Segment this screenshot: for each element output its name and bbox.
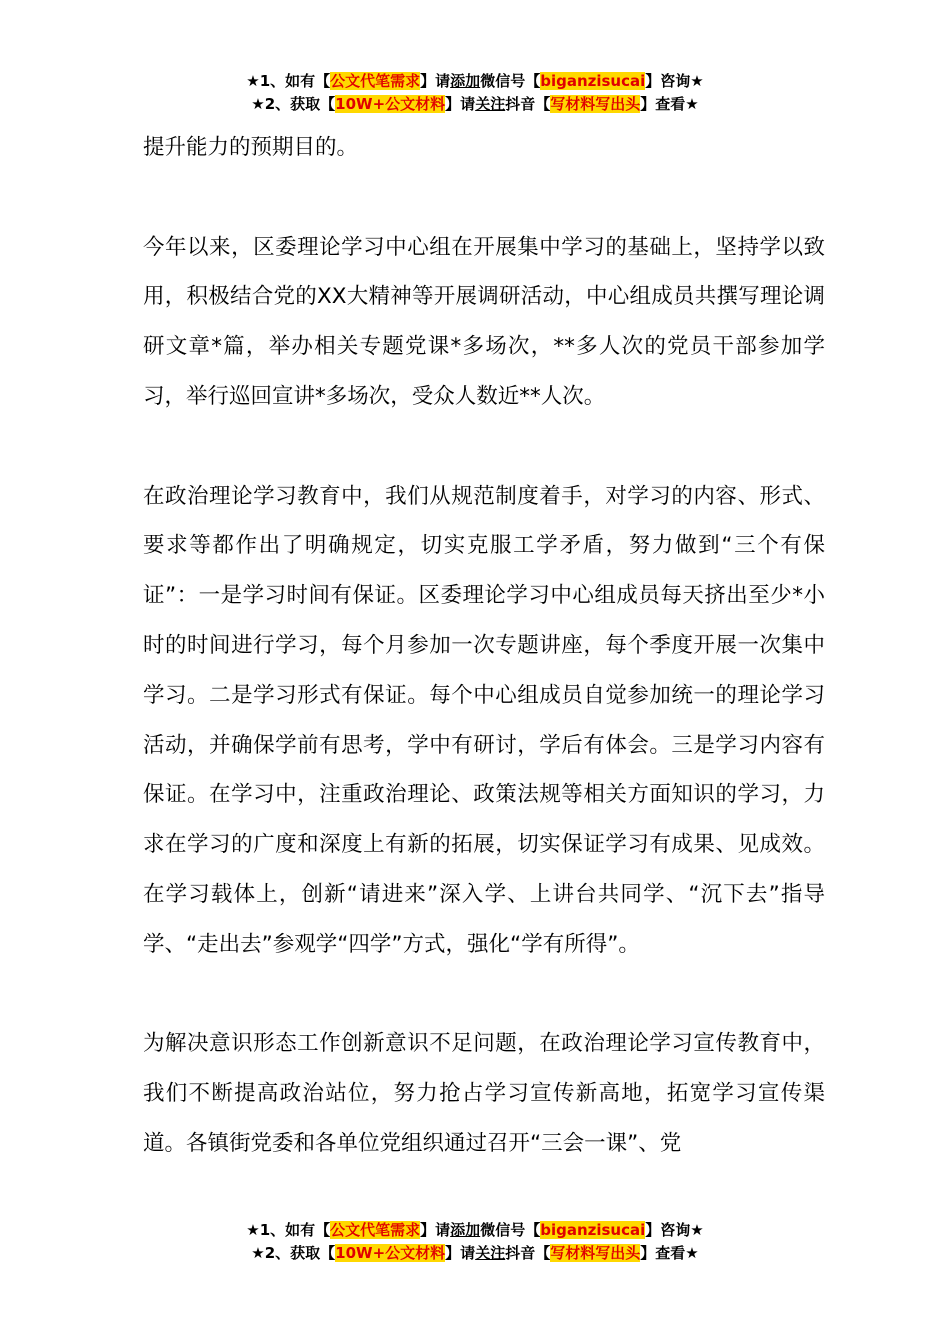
banner-text: 1、如有【	[259, 72, 331, 90]
highlight-text: 公文代笔需求	[330, 72, 421, 90]
banner-line-1	[0, 70, 950, 93]
highlight-text: 写材料写出头	[550, 95, 641, 113]
star-icon: ★	[690, 1221, 704, 1239]
banner-text: 】请	[445, 1244, 476, 1262]
paragraph: 提升能力的预期目的。	[143, 135, 359, 160]
banner-text: 】咨询	[645, 72, 691, 90]
underlined-text: 添加	[450, 72, 481, 90]
banner-text: 】请	[420, 1221, 451, 1239]
paragraph: 今年以来，区委理论学习中心组在开展集中学习的基础上，坚持学以致用，积极结合党的XX大精神等开展调研活动，中心组成员共撰写理论调研文章*篇，举办相关专题党课*多场次，**多人次的党员干部参加学习，举行巡回宣讲*多场次，受众人数近**人次。	[143, 234, 825, 409]
underlined-text: 关注	[475, 1244, 506, 1262]
star-icon: ★	[251, 1244, 265, 1262]
paragraph-spacer	[143, 970, 825, 1020]
header-banner	[0, 70, 950, 116]
star-icon: ★	[685, 95, 699, 113]
underlined-text: 关注	[475, 95, 506, 113]
highlight-text: 10W+公文材料	[335, 1244, 446, 1262]
banner-text: 抖音【	[505, 1244, 551, 1262]
document-body	[143, 123, 825, 1169]
banner-text: 抖音【	[505, 95, 551, 113]
banner-text: 】咨询	[645, 1221, 691, 1239]
paragraph: 为解决意识形态工作创新意识不足问题，在政治理论学习宣传教育中，我们不断提高政治站位，努力抢占学习宣传新高地，拓宽学习宣传渠道。各镇街党委和各单位党组织通过召开“三会一课”、党	[143, 1031, 825, 1156]
banner-line-2	[0, 93, 950, 116]
banner-line-2	[0, 1242, 950, 1265]
banner-line-1	[0, 1219, 950, 1242]
underlined-text: 添加	[450, 1221, 481, 1239]
footer-banner	[0, 1219, 950, 1265]
star-icon: ★	[246, 72, 260, 90]
banner-text: 2、获取【	[264, 1244, 336, 1262]
highlight-text: 10W+公文材料	[335, 95, 446, 113]
highlight-text: biganzisucai	[540, 72, 646, 90]
banner-text: 】请	[445, 95, 476, 113]
banner-text: 1、如有【	[259, 1221, 331, 1239]
banner-text: 微信号【	[480, 1221, 541, 1239]
banner-text: 】请	[420, 72, 451, 90]
banner-text: 】查看	[640, 95, 686, 113]
star-icon: ★	[685, 1244, 699, 1262]
highlight-text: biganzisucai	[540, 1221, 646, 1239]
banner-text: 微信号【	[480, 72, 541, 90]
star-icon: ★	[246, 1221, 260, 1239]
star-icon: ★	[251, 95, 265, 113]
paragraph-spacer	[143, 422, 825, 472]
highlight-text: 写材料写出头	[550, 1244, 641, 1262]
banner-text: 2、获取【	[264, 95, 336, 113]
paragraph-spacer	[143, 173, 825, 223]
star-icon: ★	[690, 72, 704, 90]
banner-text: 】查看	[640, 1244, 686, 1262]
highlight-text: 公文代笔需求	[330, 1221, 421, 1239]
paragraph: 在政治理论学习教育中，我们从规范制度着手，对学习的内容、形式、要求等都作出了明确规定，切实克服工学矛盾，努力做到“三个有保证”：一是学习时间有保证。区委理论学习中心组成员每天挤出至少*小时的时间进行学习，每个月参加一次专题讲座，每个季度开展一次集中学习。二是学习形式有保证。每个中心组成员自觉参加统一的理论学习活动，并确保学前有思考，学中有研讨，学后有体会。三是学习内容有保证。在学习中，注重政治理论、政策法规等相关方面知识的学习，力求在学习的广度和深度上有新的拓展，切实保证学习有成果、见成效。在学习载体上，创新“请进来”深入学、上讲台共同学、“沉下去”指导学、“走出去”参观学“四学”方式，强化“学有所得”。	[143, 483, 825, 957]
